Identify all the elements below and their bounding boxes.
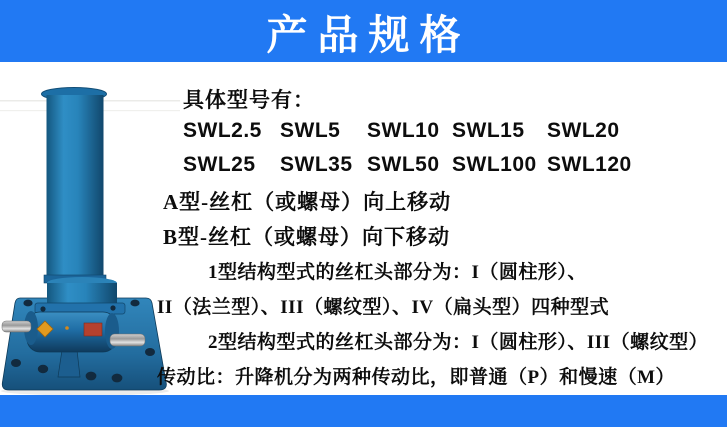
- type-a-line: A型-丝杠（或螺母）向上移动: [163, 190, 452, 214]
- support-rib: [58, 350, 80, 377]
- model-swl100: SWL100: [452, 153, 537, 176]
- orange-dot: [65, 326, 69, 330]
- model-swl120: SWL120: [547, 153, 632, 176]
- model-swl15: SWL15: [452, 119, 525, 142]
- type-b-line: B型-丝杠（或螺母）向下移动: [163, 225, 450, 249]
- model-swl25: SWL25: [183, 153, 256, 176]
- model-row-1: [183, 119, 723, 145]
- input-shaft-left: [2, 321, 31, 332]
- footer-bar: [0, 395, 727, 427]
- models-intro: 具体型号有：: [183, 88, 315, 112]
- structure2-line: 2型结构型式的丝杠头部分为：I（圆柱形）、III（螺纹型）: [208, 332, 709, 353]
- model-swl2-5: SWL2.5: [183, 119, 262, 142]
- model-swl20: SWL20: [547, 119, 620, 142]
- structure1-line2: II（法兰型）、III（螺纹型）、IV（扁头型）四种型式: [157, 297, 610, 318]
- model-swl5: SWL5: [280, 119, 341, 142]
- header-banner: [0, 0, 727, 62]
- flange-hole: [40, 306, 45, 311]
- structure1-line1: 1型结构型式的丝杠头部分为：I（圆柱形）、: [208, 262, 587, 283]
- input-shaft-right: [110, 334, 145, 346]
- model-swl50: SWL50: [367, 153, 440, 176]
- nameplate-label: [84, 323, 102, 336]
- transmission-ratio-line: 传动比：升降机分为两种传动比，即普通（P）和慢速（M）: [157, 367, 676, 388]
- model-swl10: SWL10: [367, 119, 440, 142]
- bell-housing: [47, 283, 117, 304]
- lift-tube: [47, 95, 104, 277]
- page-title: 产品规格: [266, 11, 471, 58]
- model-swl35: SWL35: [280, 153, 353, 176]
- screw-jack-photo: [0, 60, 180, 400]
- flange-hole: [110, 305, 115, 310]
- model-row-2: [183, 153, 723, 179]
